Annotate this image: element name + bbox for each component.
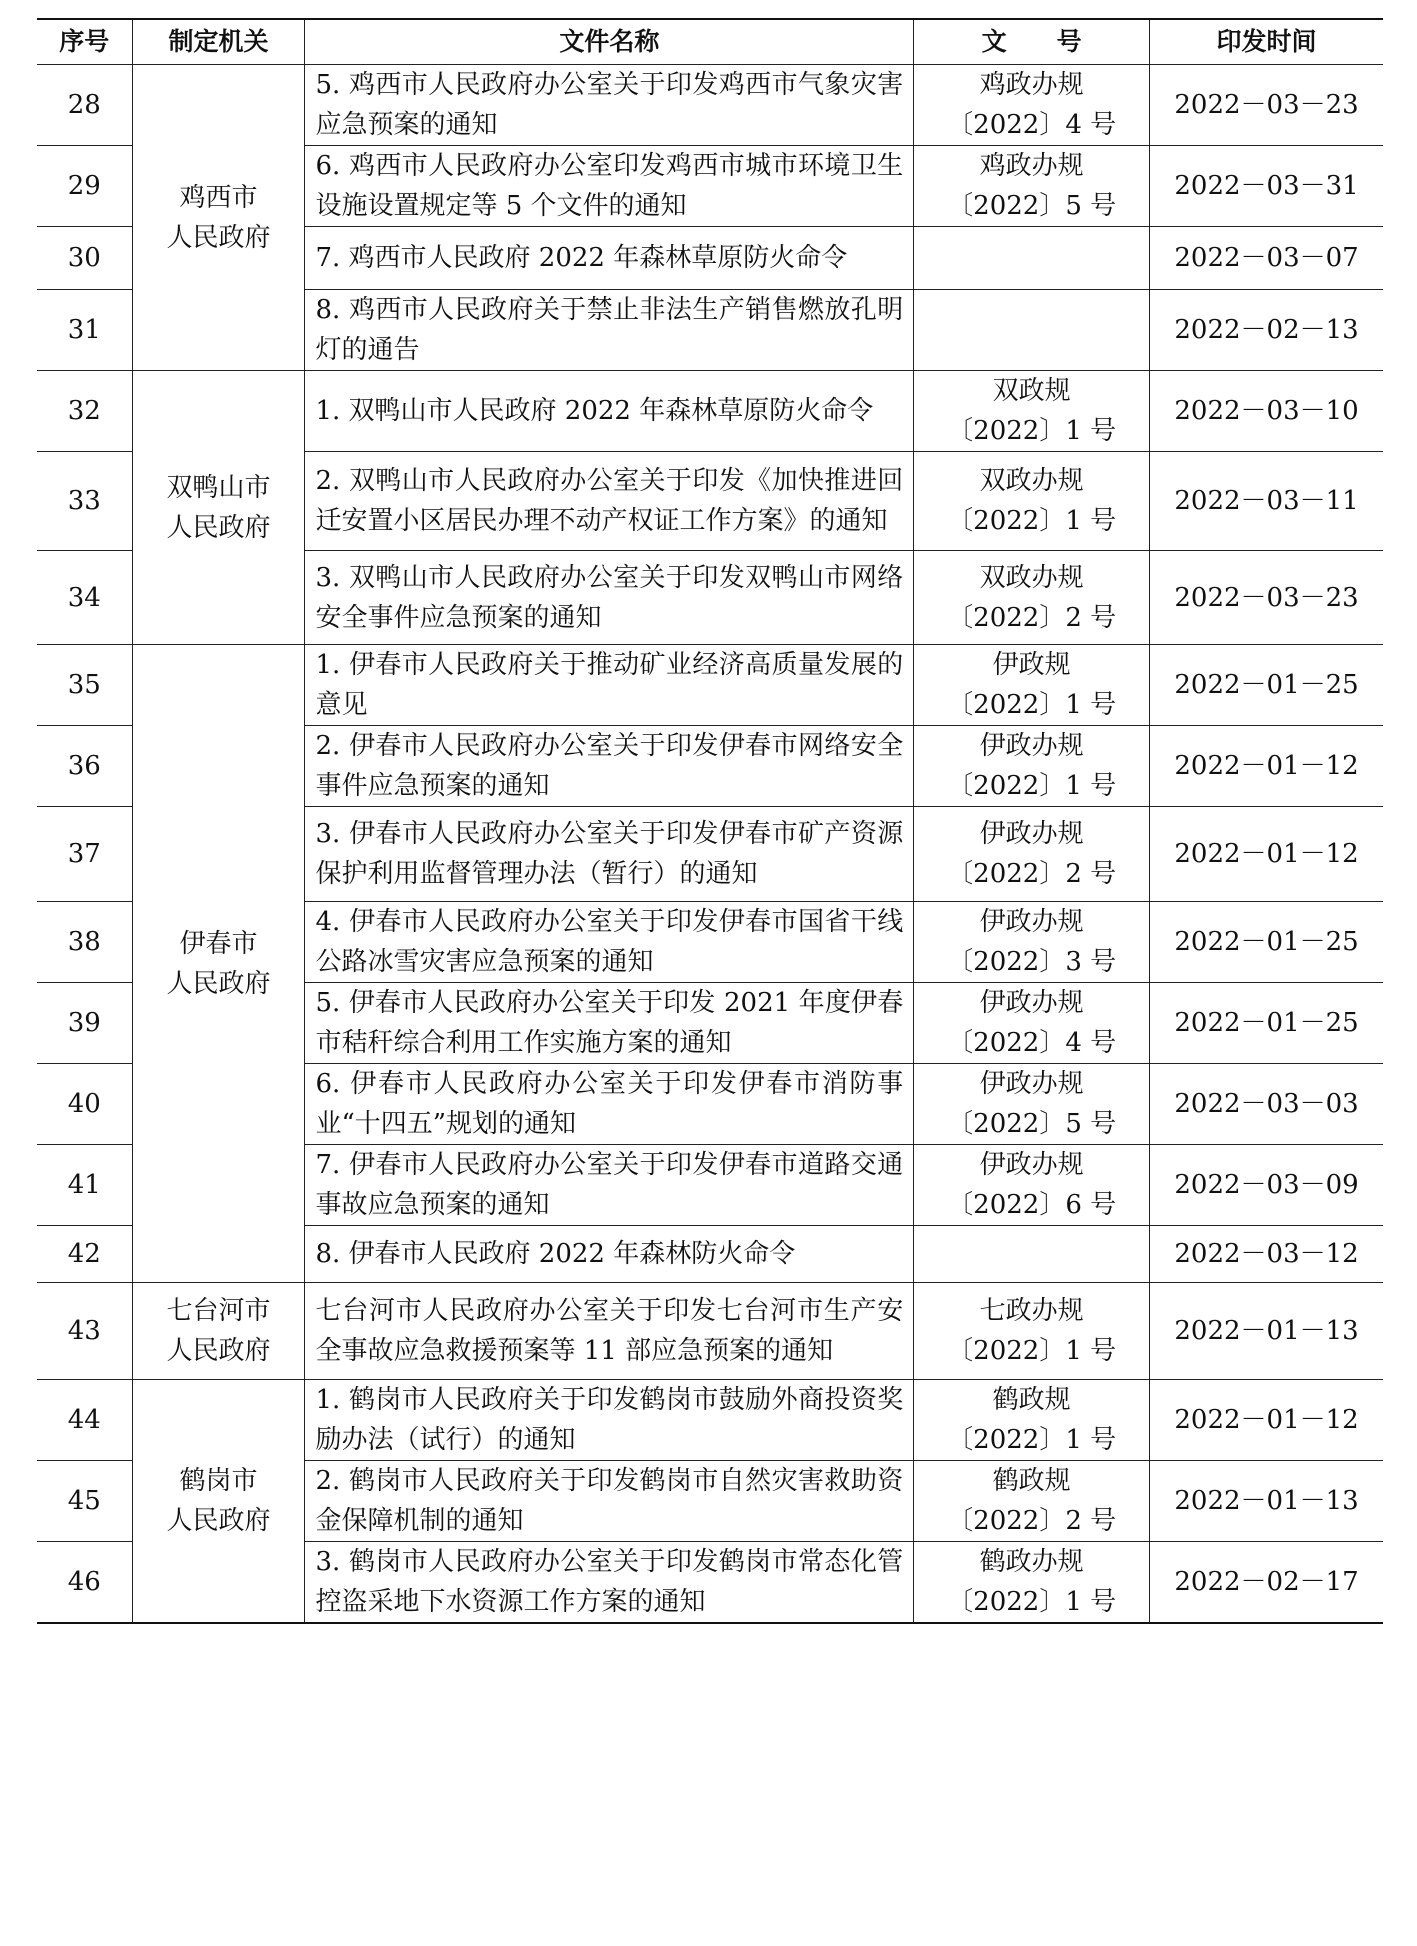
agency-line: 双鸭山市: [166, 472, 271, 503]
row-issue-date: 2022－02－17: [1150, 1542, 1383, 1624]
row-seq: 28: [37, 65, 132, 146]
header-issue-date: 印发时间: [1150, 19, 1383, 65]
row-issue-date: 2022－02－13: [1150, 290, 1383, 371]
row-doc-number: [914, 146, 1150, 227]
doc-number-line: 〔2022〕1 号: [947, 771, 1117, 801]
row-issue-date: 2022－03－07: [1150, 227, 1383, 290]
doc-number-line: 〔2022〕5 号: [947, 1109, 1117, 1139]
row-title: 2. 鹤岗市人民政府关于印发鹤岗市自然灾害救助资金保障机制的通知: [305, 1461, 914, 1542]
row-title: 1. 鹤岗市人民政府关于印发鹤岗市鼓励外商投资奖励办法（试行）的通知: [305, 1380, 914, 1461]
row-issue-date: 2022－01－13: [1150, 1461, 1383, 1542]
row-doc-number: [914, 1461, 1150, 1542]
doc-number-line: 〔2022〕6 号: [947, 1190, 1117, 1220]
row-seq: 29: [37, 146, 132, 227]
doc-number-line: 〔2022〕2 号: [947, 1506, 1117, 1536]
row-title: 1. 双鸭山市人民政府 2022 年森林草原防火命令: [305, 371, 914, 452]
row-title: 8. 鸡西市人民政府关于禁止非法生产销售燃放孔明灯的通告: [305, 290, 914, 371]
row-seq: 46: [37, 1542, 132, 1624]
row-seq: 42: [37, 1226, 132, 1283]
row-issue-date: 2022－03－09: [1150, 1145, 1383, 1226]
row-doc-number: [914, 371, 1150, 452]
doc-number-line: 〔2022〕3 号: [947, 947, 1117, 977]
row-issue-date: 2022－01－25: [1150, 983, 1383, 1064]
agency-line: 鸡西市: [179, 182, 258, 213]
row-agency: [132, 1283, 305, 1380]
doc-number-line: 〔2022〕1 号: [947, 1587, 1117, 1617]
row-seq: 38: [37, 902, 132, 983]
row-seq: 43: [37, 1283, 132, 1380]
row-title: 3. 双鸭山市人民政府办公室关于印发双鸭山市网络安全事件应急预案的通知: [305, 551, 914, 645]
doc-number-line: 〔2022〕4 号: [947, 110, 1117, 140]
agency-line: 人民政府: [166, 968, 271, 999]
row-title: 6. 鸡西市人民政府办公室印发鸡西市城市环境卫生设施设置规定等 5 个文件的通知: [305, 146, 914, 227]
row-title: 七台河市人民政府办公室关于印发七台河市生产安全事故应急救援预案等 11 部应急预案的通知: [305, 1283, 914, 1380]
row-seq: 30: [37, 227, 132, 290]
row-doc-number: [914, 227, 1150, 290]
table-row: [37, 645, 1383, 726]
agency-line: 鹤岗市: [179, 1466, 258, 1496]
row-title: 8. 伊春市人民政府 2022 年森林防火命令: [305, 1226, 914, 1283]
row-agency: [132, 65, 305, 371]
header-title: 文件名称: [305, 19, 914, 65]
row-seq: 36: [37, 726, 132, 807]
row-doc-number: [914, 726, 1150, 807]
row-doc-number: [914, 65, 1150, 146]
row-title: 7. 伊春市人民政府办公室关于印发伊春市道路交通事故应急预案的通知: [305, 1145, 914, 1226]
doc-number-line: 鹤政规: [992, 1466, 1071, 1496]
row-seq: 44: [37, 1380, 132, 1461]
row-doc-number: [914, 807, 1150, 902]
row-doc-number: [914, 1283, 1150, 1380]
row-doc-number: [914, 551, 1150, 645]
doc-number-line: 〔2022〕2 号: [947, 859, 1117, 889]
row-issue-date: 2022－01－12: [1150, 726, 1383, 807]
row-seq: 41: [37, 1145, 132, 1226]
table-body: [37, 65, 1383, 1624]
row-issue-date: 2022－01－12: [1150, 1380, 1383, 1461]
table-row: [37, 371, 1383, 452]
row-issue-date: 2022－03－11: [1150, 452, 1383, 551]
row-issue-date: 2022－01－13: [1150, 1283, 1383, 1380]
row-issue-date: 2022－01－25: [1150, 902, 1383, 983]
row-seq: 33: [37, 452, 132, 551]
row-agency: [132, 1380, 305, 1624]
row-seq: 34: [37, 551, 132, 645]
row-doc-number: [914, 452, 1150, 551]
header-doc-number: 文 号: [914, 19, 1150, 65]
doc-number-line: 〔2022〕1 号: [947, 1425, 1117, 1455]
doc-number-line: 〔2022〕1 号: [947, 690, 1117, 720]
row-seq: 45: [37, 1461, 132, 1542]
doc-number-line: 鹤政规: [992, 1385, 1071, 1415]
row-title: 5. 伊春市人民政府办公室关于印发 2021 年度伊春市秸秆综合利用工作实施方案的通知: [305, 983, 914, 1064]
row-issue-date: 2022－01－25: [1150, 645, 1383, 726]
row-issue-date: 2022－01－12: [1150, 807, 1383, 902]
row-title: 6. 伊春市人民政府办公室关于印发伊春市消防事业“十四五”规划的通知: [305, 1064, 914, 1145]
row-doc-number: [914, 1542, 1150, 1624]
row-title: 2. 伊春市人民政府办公室关于印发伊春市网络安全事件应急预案的通知: [305, 726, 914, 807]
doc-number-line: 伊政办规: [979, 1150, 1084, 1180]
doc-number-line: 双政办规: [979, 466, 1084, 496]
doc-number-line: 伊政办规: [979, 731, 1084, 761]
row-issue-date: 2022－03－23: [1150, 551, 1383, 645]
row-agency: [132, 371, 305, 645]
row-title: 3. 鹤岗市人民政府办公室关于印发鹤岗市常态化管控盗采地下水资源工作方案的通知: [305, 1542, 914, 1624]
row-doc-number: [914, 902, 1150, 983]
row-doc-number: [914, 983, 1150, 1064]
doc-number-line: 伊政办规: [979, 1069, 1084, 1099]
doc-number-line: 〔2022〕1 号: [947, 506, 1117, 536]
doc-number-line: 〔2022〕2 号: [947, 602, 1117, 633]
doc-number-line: 鹤政办规: [979, 1547, 1084, 1577]
row-doc-number: [914, 1064, 1150, 1145]
row-issue-date: 2022－03－23: [1150, 65, 1383, 146]
doc-number-line: 伊政办规: [979, 819, 1084, 849]
doc-number-line: 伊政规: [992, 650, 1071, 680]
doc-number-line: 鸡政办规: [979, 70, 1084, 100]
row-seq: 37: [37, 807, 132, 902]
row-doc-number: [914, 1226, 1150, 1283]
table-row: [37, 1380, 1383, 1461]
agency-line: 伊春市: [179, 928, 258, 959]
table-row: [37, 1283, 1383, 1380]
agency-line: 人民政府: [166, 512, 271, 543]
row-seq: 40: [37, 1064, 132, 1145]
doc-number-line: 〔2022〕5 号: [947, 191, 1117, 221]
doc-number-line: 双政规: [992, 376, 1071, 406]
header-seq: 序号: [37, 19, 132, 65]
row-doc-number: [914, 1145, 1150, 1226]
doc-number-line: 伊政办规: [979, 907, 1084, 937]
row-agency: [132, 645, 305, 1283]
table-header-row: [37, 19, 1383, 65]
doc-number-line: 〔2022〕1 号: [947, 1336, 1117, 1366]
row-doc-number: [914, 290, 1150, 371]
row-title: 2. 双鸭山市人民政府办公室关于印发《加快推进回迁安置小区居民办理不动产权证工作方案》的通知: [305, 452, 914, 551]
regulation-table: [37, 18, 1383, 1624]
row-issue-date: 2022－03－03: [1150, 1064, 1383, 1145]
row-title: 5. 鸡西市人民政府办公室关于印发鸡西市气象灾害应急预案的通知: [305, 65, 914, 146]
row-seq: 32: [37, 371, 132, 452]
table-row: [37, 65, 1383, 146]
row-doc-number: [914, 1380, 1150, 1461]
agency-line: 人民政府: [166, 222, 271, 253]
row-issue-date: 2022－03－31: [1150, 146, 1383, 227]
doc-number-line: 双政办规: [979, 562, 1084, 593]
doc-number-line: 鸡政办规: [979, 151, 1084, 181]
row-seq: 39: [37, 983, 132, 1064]
agency-line: 七台河市: [166, 1296, 271, 1326]
document-table-container: [37, 18, 1383, 1624]
agency-line: 人民政府: [166, 1336, 271, 1366]
row-doc-number: [914, 645, 1150, 726]
doc-number-line: 七政办规: [979, 1296, 1084, 1326]
doc-number-line: 〔2022〕1 号: [947, 416, 1117, 446]
row-title: 7. 鸡西市人民政府 2022 年森林草原防火命令: [305, 227, 914, 290]
row-title: 3. 伊春市人民政府办公室关于印发伊春市矿产资源保护利用监督管理办法（暂行）的通知: [305, 807, 914, 902]
row-issue-date: 2022－03－12: [1150, 1226, 1383, 1283]
agency-line: 人民政府: [166, 1506, 271, 1536]
row-issue-date: 2022－03－10: [1150, 371, 1383, 452]
doc-number-line: 〔2022〕4 号: [947, 1028, 1117, 1058]
doc-number-line: 伊政办规: [979, 988, 1084, 1018]
row-title: 4. 伊春市人民政府办公室关于印发伊春市国省干线公路冰雪灾害应急预案的通知: [305, 902, 914, 983]
row-seq: 35: [37, 645, 132, 726]
row-title: 1. 伊春市人民政府关于推动矿业经济高质量发展的意见: [305, 645, 914, 726]
header-agency: 制定机关: [132, 19, 305, 65]
row-seq: 31: [37, 290, 132, 371]
